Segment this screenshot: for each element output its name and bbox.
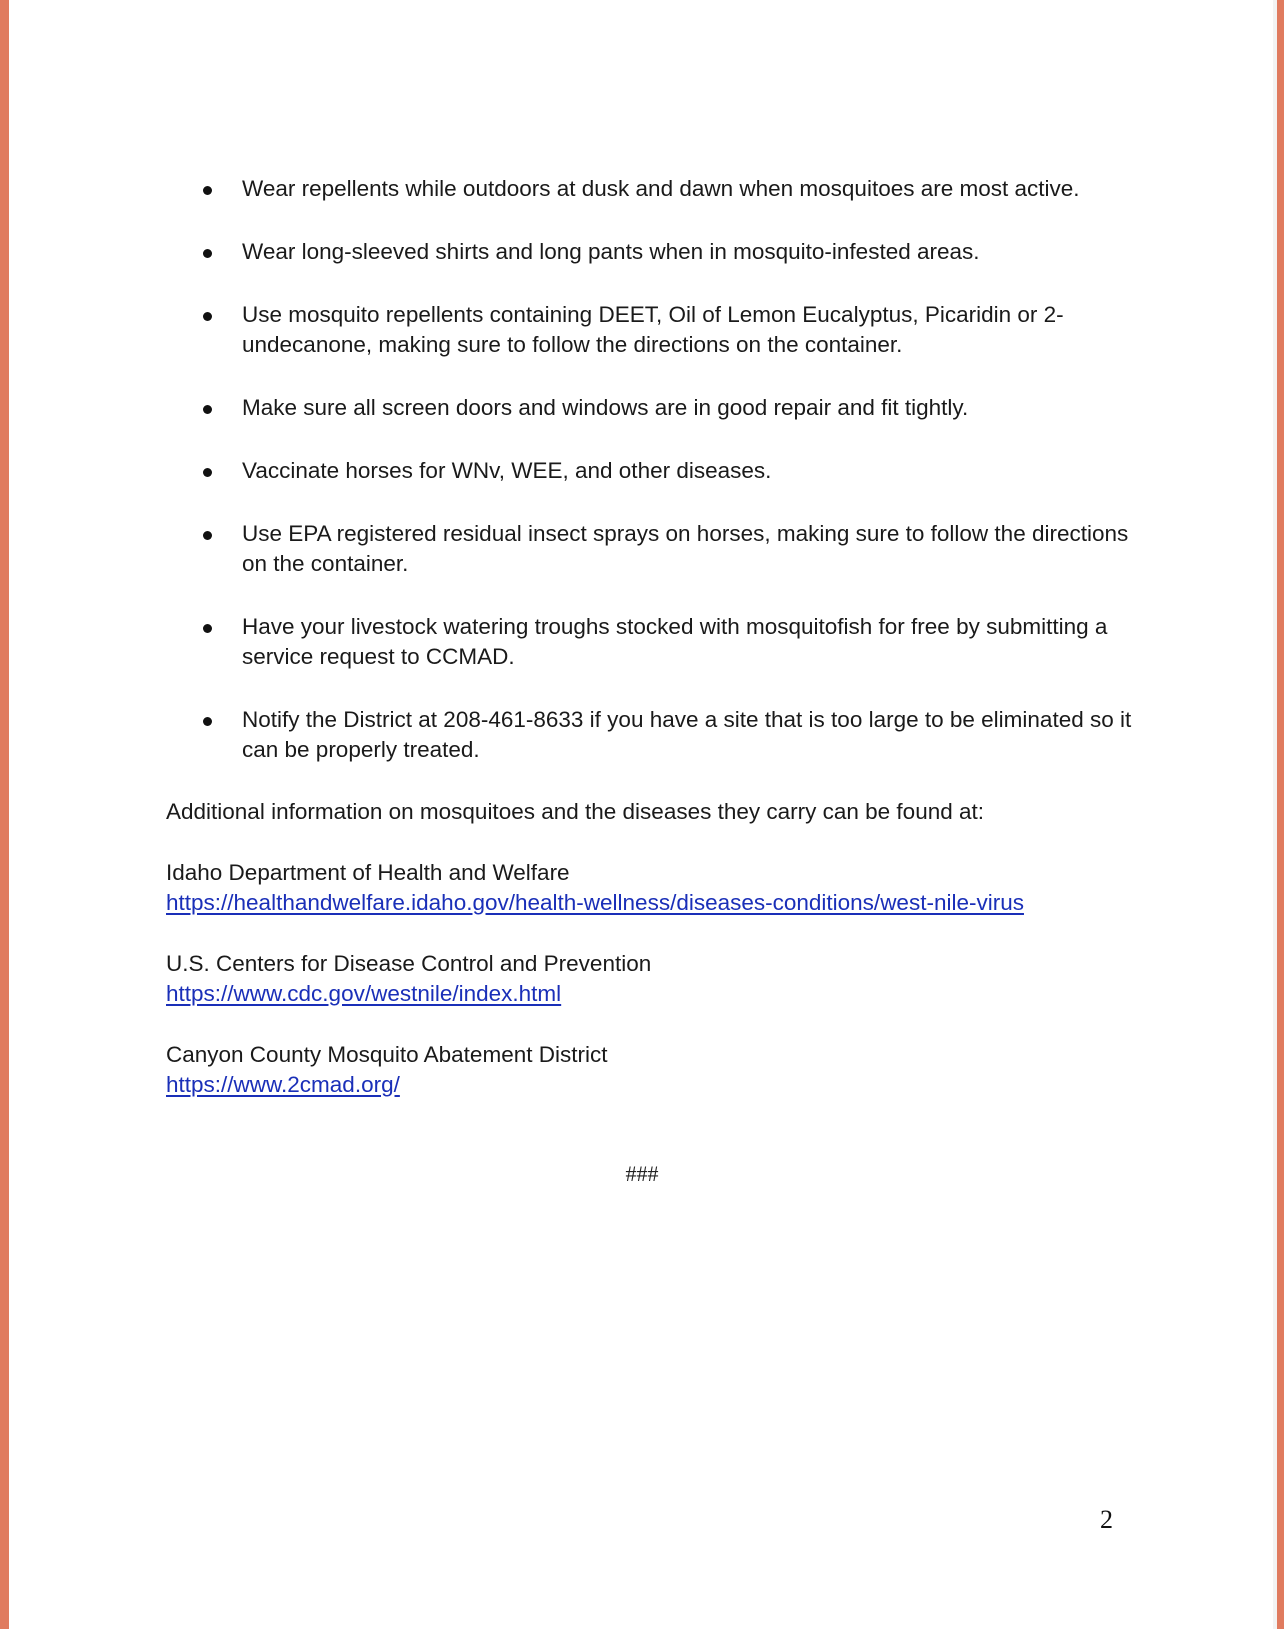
bullet-icon bbox=[203, 624, 212, 633]
list-item bbox=[195, 612, 1155, 672]
bullet-list bbox=[195, 174, 1155, 798]
bullet-text: Notify the District at 208-461-8633 if you have a site that is too large to be eliminated so it can be properly treated. bbox=[242, 707, 1132, 762]
bullet-icon bbox=[203, 186, 212, 195]
bullet-text: Make sure all screen doors and windows are in good repair and fit tightly. bbox=[242, 395, 969, 420]
bullet-text: Use mosquito repellents containing DEET, Oil of Lemon Eucalyptus, Picaridin or 2-undecanone, making sure to follow the directions on the container. bbox=[242, 302, 1064, 357]
list-item bbox=[195, 237, 1155, 267]
bullet-icon bbox=[203, 717, 212, 726]
resource-ccmad bbox=[166, 1040, 607, 1100]
list-item bbox=[195, 519, 1155, 579]
bullet-icon bbox=[203, 312, 212, 321]
additional-info-text: Additional information on mosquitoes and the diseases they carry can be found at: bbox=[166, 799, 984, 824]
document-page bbox=[9, 0, 1277, 1629]
resource-link[interactable]: https://www.cdc.gov/westnile/index.html bbox=[166, 981, 562, 1006]
bullet-icon bbox=[203, 531, 212, 540]
resource-cdc bbox=[166, 949, 651, 1009]
list-item bbox=[195, 705, 1155, 765]
list-item bbox=[195, 174, 1155, 204]
bullet-icon bbox=[203, 468, 212, 477]
page-number: 2 bbox=[1100, 1505, 1113, 1534]
bullet-text: Wear repellents while outdoors at dusk and dawn when mosquitoes are most active. bbox=[242, 176, 1080, 201]
list-item bbox=[195, 300, 1155, 360]
bullet-text: Have your livestock watering troughs stocked with mosquitofish for free by submitting a service request to CCMAD. bbox=[242, 614, 1108, 669]
end-mark: ### bbox=[625, 1161, 659, 1186]
bullet-text: Vaccinate horses for WNv, WEE, and other diseases. bbox=[242, 458, 772, 483]
bullet-icon bbox=[203, 405, 212, 414]
resource-link[interactable]: https://www.2cmad.org/ bbox=[166, 1072, 400, 1097]
bullet-icon bbox=[203, 249, 212, 258]
resource-org-name: U.S. Centers for Disease Control and Prevention bbox=[166, 951, 652, 976]
resource-org-name: Canyon County Mosquito Abatement District bbox=[166, 1042, 608, 1067]
resource-link[interactable]: https://healthandwelfare.idaho.gov/health-wellness/diseases-conditions/west-nile-virus bbox=[166, 890, 1024, 915]
list-item bbox=[195, 456, 1155, 486]
bullet-text: Wear long-sleeved shirts and long pants when in mosquito-infested areas. bbox=[242, 239, 980, 264]
resource-org-name: Idaho Department of Health and Welfare bbox=[166, 860, 570, 885]
resource-idhw bbox=[166, 858, 1024, 918]
bullet-text: Use EPA registered residual insect sprays on horses, making sure to follow the directions on the container. bbox=[242, 521, 1129, 576]
list-item bbox=[195, 393, 1155, 423]
